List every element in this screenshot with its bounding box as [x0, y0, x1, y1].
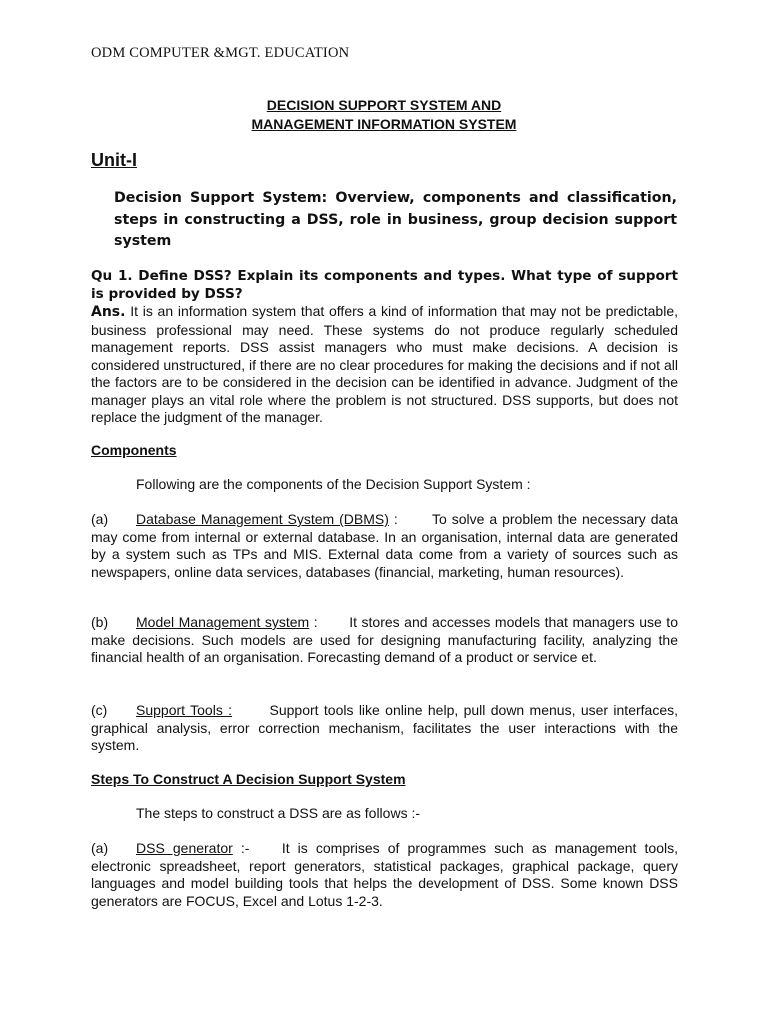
- document-title-line-1: DECISION SUPPORT SYSTEM AND: [266, 97, 502, 113]
- step-item-dss-generator: [91, 840, 678, 910]
- item-text: To solve a problem the necessary data may come from internal or external database. In an organisation, internal data are generated by a system such as TPs and MIS. External data come from a variety of sources such as newspapers, online data services, databases (financial, marketing, human resources).: [91, 511, 678, 580]
- page-header: ODM COMPUTER &MGT. EDUCATION: [91, 45, 350, 61]
- question-1: Qu 1. Define DSS? Explain its components and types. What type of support is provided by DSS?: [91, 268, 678, 302]
- components-intro: Following are the components of the Decision Support System :: [136, 476, 531, 492]
- component-item-dbms: [91, 511, 678, 581]
- item-separator: :: [309, 614, 350, 630]
- item-term: Support Tools :: [136, 702, 233, 718]
- item-term: Database Management System (DBMS): [136, 511, 389, 527]
- item-label: (a): [91, 511, 109, 527]
- item-separator: :: [388, 511, 433, 527]
- answer-label: Ans.: [91, 304, 126, 320]
- component-item-support-tools: [91, 702, 678, 755]
- item-text: It stores and accesses models that managers use to make decisions. Such models are used for designing manufacturing facility, analyzing the financial health of an organisation. Forecasting demand of a product or service et.: [91, 614, 678, 665]
- unit-heading: Unit-I: [91, 150, 137, 170]
- item-label: (b): [91, 614, 109, 630]
- item-label: (a): [91, 840, 109, 856]
- item-separator: [232, 702, 269, 718]
- steps-intro: The steps to construct a DSS are as follows :-: [136, 805, 421, 821]
- item-separator: :-: [232, 840, 282, 856]
- item-term: DSS generator: [136, 840, 233, 856]
- document-title-line-2: MANAGEMENT INFORMATION SYSTEM: [251, 116, 517, 132]
- item-text: Support tools like online help, pull down menus, user interfaces, graphical analysis, error correction mechanism, facilitates the user interactions with the system.: [91, 702, 678, 753]
- components-heading: Components: [91, 442, 177, 458]
- item-term: Model Management system: [136, 614, 310, 630]
- answer-paragraph: [91, 303, 678, 427]
- item-text: It is comprises of programmes such as management tools, electronic spreadsheet, report generators, statistical packages, graphical package, query languages and model building tools that helps the development of DSS. Some known DSS generators are FOCUS, Excel and Lotus 1-2-3.: [91, 840, 679, 909]
- steps-heading: Steps To Construct A Decision Support System: [91, 771, 406, 787]
- answer-text: It is an information system that offers a kind of information that may not be predictable, business professional may need. These systems do not produce regularly scheduled management reports. DSS assist managers who must make decisions. A decision is considered unstructured, if there are no clear procedures for making the decisions and if not all the factors are to be considered in the decision can be identified in advance. Judgment of the manager plays an vital role where the problem is not structured. DSS supports, but does not replace the judgment of the manager.: [91, 303, 678, 425]
- item-label: (c): [91, 702, 108, 718]
- component-item-model-management: [91, 614, 678, 667]
- unit-topics: Decision Support System: Overview, components and classification, steps in constructing a DSS, role in business, group decision support system: [114, 190, 677, 249]
